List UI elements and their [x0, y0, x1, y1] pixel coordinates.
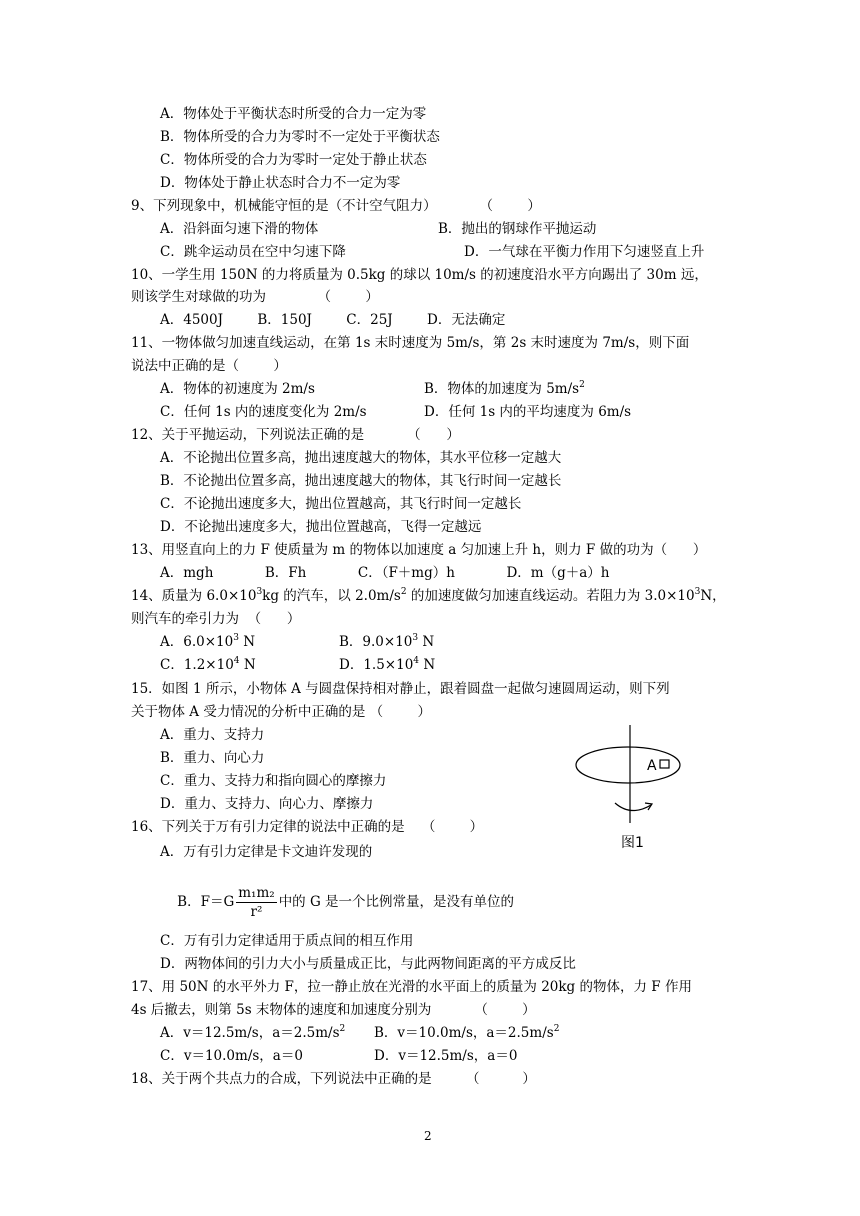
- question-10: 10、一学生用 150N 的力将质量为 0.5kg 的球以 10m/s 的初速度沿水平方向踢出了 30m 远，: [131, 267, 708, 283]
- q16-option-d: D．两物体间的引力大小与质量成正比，与此两物间距离的平方成反比: [160, 956, 576, 972]
- q8-option-c: C．物体所受的合力为零时一定处于静止状态: [160, 152, 427, 168]
- q15-option-d: D．重力、支持力、向心力、摩擦力: [160, 796, 374, 812]
- q8-option-d: D．物体处于静止状态时合力不一定为零: [160, 175, 401, 191]
- q12-option-c: C．不论抛出速度多大，抛出位置越高，其飞行时间一定越长: [160, 496, 522, 512]
- q9-option-a: A．沿斜面匀速下滑的物体: [160, 221, 319, 237]
- rotation-arrow: [615, 803, 651, 811]
- question-13: 13、用竖直向上的力 F 使质量为 m 的物体以加速度 a 匀加速上升 h，则力 F 做的功为（ ）: [131, 542, 707, 558]
- question-11-cont: 说法中正确的是（ ）: [131, 358, 287, 374]
- question-17-cont: 4s 后撤去，则第 5s 末物体的速度和加速度分别为 （ ）: [131, 1002, 536, 1018]
- q9-option-b: B．抛出的钢球作平抛运动: [438, 221, 597, 237]
- q11-option-a: A．物体的初速度为 2m/s: [160, 381, 315, 397]
- question-10-cont: 则该学生对球做的功为 （ ）: [131, 289, 379, 305]
- figure-1-disk-diagram: [575, 725, 695, 830]
- q11-option-b: B．物体的加速度为 $5m/s^2$: [424, 380, 585, 397]
- q12-option-a: A．不论抛出位置多高，抛出速度越大的物体，其水平位移一定越大: [160, 450, 562, 466]
- q15-option-a: A．重力、支持力: [160, 727, 265, 743]
- question-18: 18、关于两个共点力的合成，下列说法中正确的是 （ ）: [131, 1071, 536, 1087]
- page-number: 2: [424, 1129, 432, 1143]
- q9-option-c: C．跳伞运动员在空中匀速下降: [160, 244, 346, 260]
- disk: [576, 747, 680, 783]
- question-15-cont: 关于物体 A 受力情况的分析中正确的是 （ ）: [131, 704, 431, 720]
- question-12: 12、关于平抛运动，下列说法正确的是 （ ）: [131, 427, 460, 443]
- gravitation-fraction: $\frac{\text{m₁m₂}}{\text{r²}}$: [238, 885, 275, 920]
- q13-options: A．mgh B．Fh C．（F＋mg）h D．m（g＋a）h: [160, 565, 610, 581]
- q15-option-c: C．重力、支持力和指向圆心的摩擦力: [160, 773, 387, 789]
- q9-option-d: D．一气球在平衡力作用下匀速竖直上升: [464, 244, 705, 260]
- q8-option-b: B．物体所受的合力为零时不一定处于平衡状态: [160, 129, 440, 145]
- q8-option-a: A．物体处于平衡状态时所受的合力一定为零: [160, 106, 427, 122]
- q15-option-b: B．重力、向心力: [160, 750, 265, 766]
- q12-option-b: B．不论抛出位置多高，抛出速度越大的物体，其飞行时间一定越长: [160, 473, 562, 489]
- object-a: [660, 760, 669, 768]
- question-9: 9、下列现象中，机械能守恒的是（不计空气阻力） （ ）: [131, 198, 541, 214]
- q10-options: A．4500J B．150J C．25J D．无法确定: [160, 312, 506, 328]
- q11-option-d: D．任何 1s 内的平均速度为 6m/s: [424, 404, 632, 420]
- figure-caption: 图1: [621, 835, 644, 851]
- q16-option-b: B．F＝G $\frac{\text{m₁m₂}}{\text{r²}}$ 中的 G 是一个比例常量，是没有单位的: [177, 885, 515, 920]
- q17-option-d: D．v＝12.5m/s，a＝0: [374, 1048, 518, 1064]
- q11-option-c: C．任何 1s 内的速度变化为 2m/s: [160, 404, 367, 420]
- q17-option-a: A．v＝12.5m/s，$a=2.5m/s^2$: [160, 1024, 346, 1041]
- q17-option-b: B．v＝10.0m/s，$a=2.5m/s^2$: [374, 1024, 560, 1041]
- q14-option-d: D．$1.5\times 10^4$ N: [339, 656, 436, 673]
- question-11: 11、一物体做匀加速直线运动，在第 1s 末时速度为 5m/s，第 2s 末时速度为 7m/s，则下面: [131, 335, 690, 351]
- question-14: 14、质量为 $6.0\times 10^3kg$ 的汽车，以 $2.0m/s^2$ 的加速度做匀加速直线运动。若阻力为 $3.0\times 10^3N$，: [131, 587, 726, 604]
- question-17: 17、用 50N 的水平外力 F，拉一静止放在光滑的水平面上的质量为 20kg 的物体，力 F 作用: [131, 979, 692, 995]
- q16-option-c: C．万有引力定律适用于质点间的相互作用: [160, 933, 414, 949]
- q14-option-a: A．$6.0\times 10^3$ N: [160, 633, 256, 650]
- q14-option-c: C．$1.2\times 10^4$ N: [160, 656, 256, 673]
- q17-option-c: C．v＝10.0m/s，a＝0: [160, 1048, 303, 1064]
- q12-option-d: D．不论抛出速度多大，抛出位置越高，飞得一定越远: [160, 519, 482, 535]
- q16-option-a: A．万有引力定律是卡文迪许发现的: [160, 844, 373, 860]
- question-14-cont: 则汽车的牵引力为 （ ）: [131, 611, 301, 627]
- q14-option-b: B．$9.0\times 10^3$ N: [339, 633, 435, 650]
- label-a: A: [647, 758, 657, 774]
- question-15: 15．如图 1 所示，小物体 A 与圆盘保持相对静止，跟着圆盘一起做匀速圆周运动，则下列: [131, 681, 670, 697]
- question-16: 16、下列关于万有引力定律的说法中正确的是 （ ）: [131, 819, 484, 835]
